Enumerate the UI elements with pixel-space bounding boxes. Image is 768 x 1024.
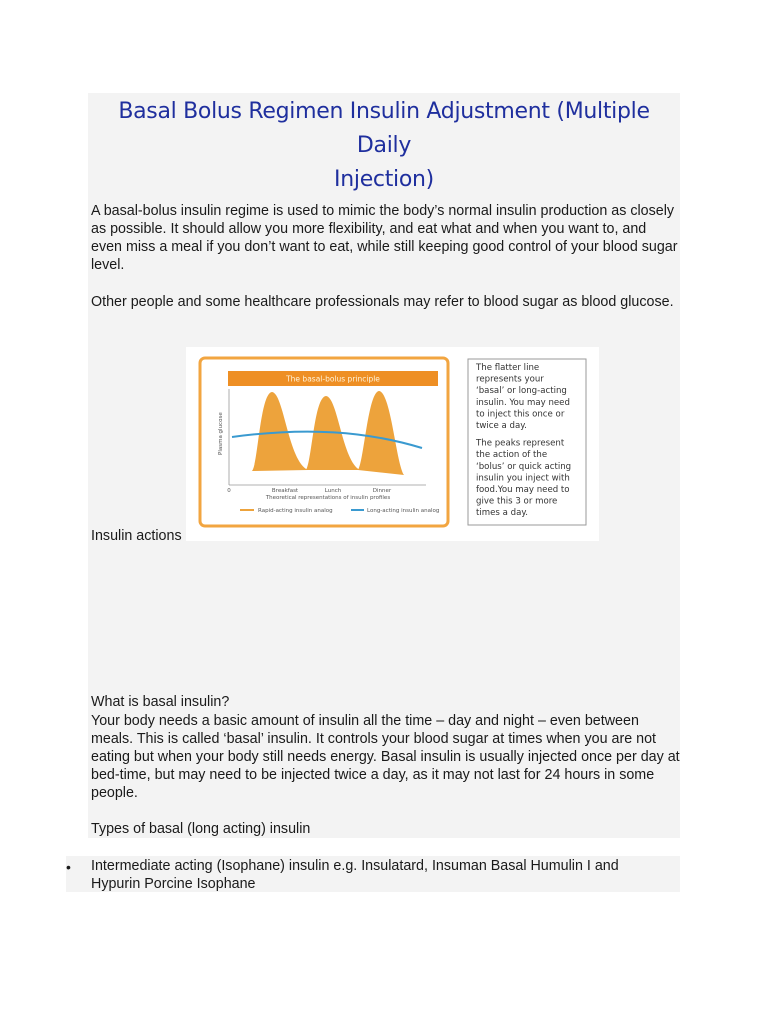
bullet-marker: • — [66, 859, 71, 875]
basal-body-paragraph: Your body needs a basic amount of insulin all the time – day and night – even between meals. This is called ‘basal’ insulin. It controls your blood sugar at times when you are not eating but when your body still needs energy. Basal insulin is usually injected once per day at bed-time, but may need to be injected twice a day, as it may not last for 24 hours in some people. — [91, 713, 680, 801]
glucose-note-paragraph: Other people and some healthcare professionals may refer to blood sugar as blood glucose. — [91, 294, 674, 310]
insulin-diagram — [186, 347, 599, 541]
basal-heading: What is basal insulin? — [91, 694, 230, 710]
legend-rapid-label: Rapid-acting insulin analog — [258, 508, 333, 514]
note-line: food.You may need to — [476, 485, 570, 495]
note-line: insulin you inject with — [476, 473, 570, 484]
x-label-breakfast: Breakfast — [271, 488, 299, 494]
note-line: The peaks represent — [476, 438, 565, 449]
y-axis-label: Plasma glucose — [218, 412, 224, 455]
page-title — [88, 95, 680, 197]
x-label-dinner: Dinner — [372, 488, 392, 494]
title-line-2: Injection) — [334, 167, 434, 192]
types-heading: Types of basal (long acting) insulin — [91, 821, 311, 837]
note-line: insulin. You may need — [476, 397, 570, 408]
title-line-1: Basal Bolus Regimen Insulin Adjustment (Multiple Daily — [118, 99, 650, 158]
note-line: The flatter line — [476, 363, 540, 373]
note-text-block — [475, 363, 571, 518]
note-line: times a day. — [476, 508, 528, 519]
insulin-actions-figure — [186, 347, 599, 541]
note-line: represents your — [476, 374, 544, 385]
note-line: twice a day. — [476, 421, 527, 431]
bullet-item: Intermediate acting (Isophane) insulin e.g. Insulatard, Insuman Basal Humulin I and Hypurin Porcine Isophane — [91, 858, 619, 892]
x-origin-label: 0 — [227, 488, 231, 494]
note-line: ‘basal’ or long-acting — [476, 386, 567, 397]
figure-caption: Insulin actions — [91, 528, 182, 544]
note-line: ‘bolus’ or quick acting — [476, 461, 572, 472]
note-line: give this 3 or more — [476, 496, 558, 507]
intro-paragraph: A basal-bolus insulin regime is used to mimic the body’s normal insulin production as closely as possible. It should allow you more flexibility, and eat what and when you want to, and even miss a meal if you don’t want to eat, while still keeping good control of your blood sugar level. — [91, 203, 678, 273]
legend-long-label: Long-acting insulin analog — [367, 508, 440, 514]
note-line: the action of the — [476, 450, 548, 461]
x-label-lunch: Lunch — [324, 488, 342, 494]
chart-title: The basal-bolus principle — [286, 374, 380, 384]
x-axis-caption: Theoretical representations of insulin profiles — [265, 495, 391, 501]
note-line: to inject this once or — [476, 409, 565, 420]
